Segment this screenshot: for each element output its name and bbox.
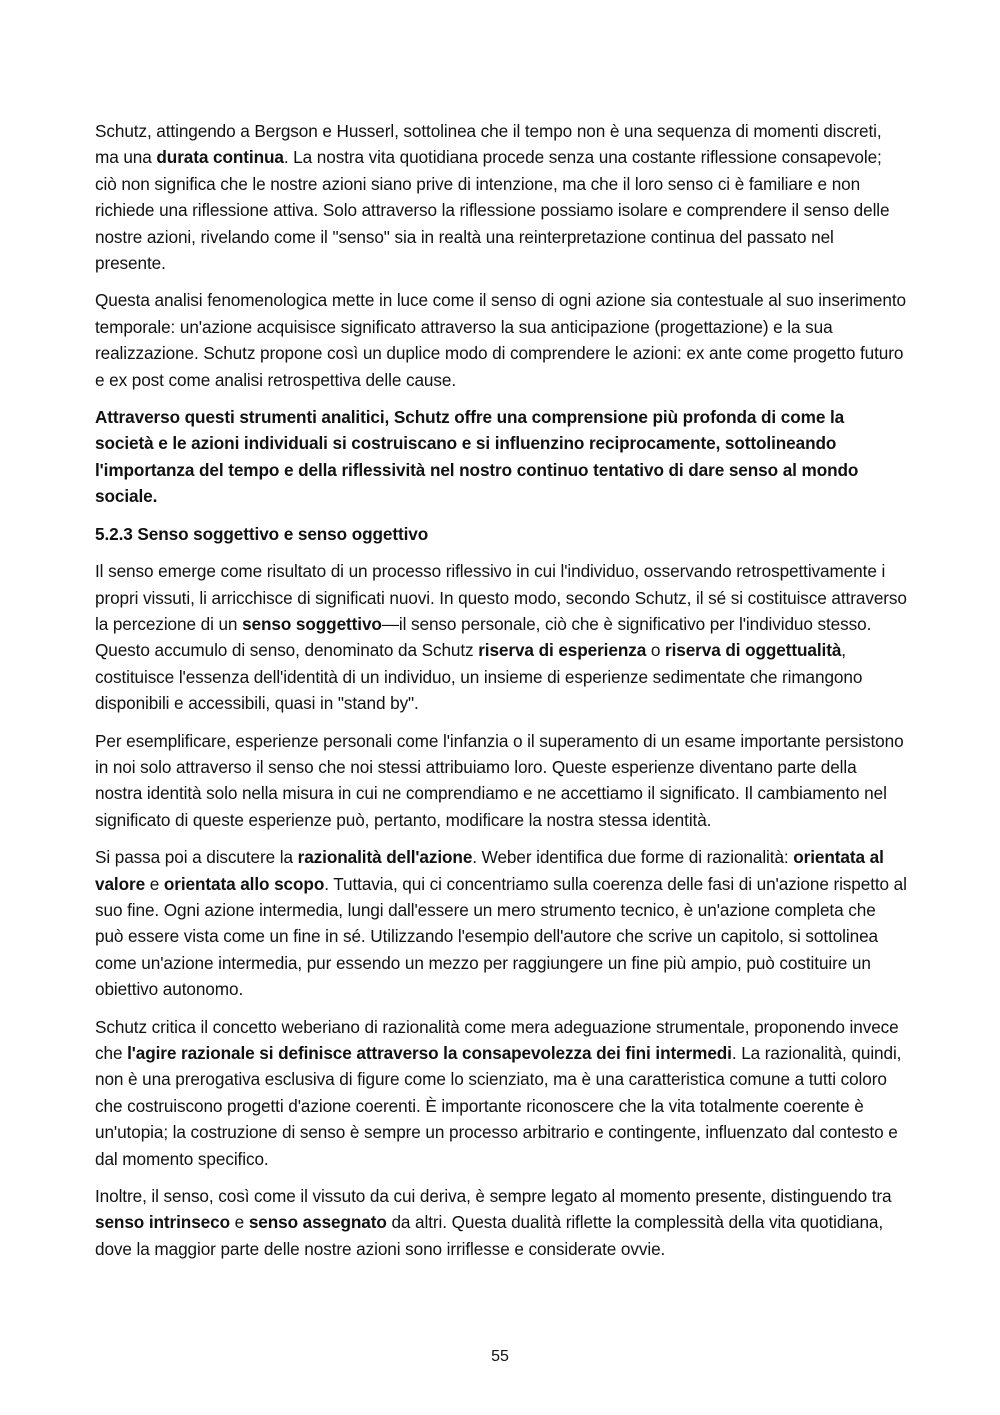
paragraph-weber-critique: Schutz critica il concetto weberiano di razionalità come mera adeguazione strumentale, proponendo invece che l'agire razionale si definisce attraverso la consapevolezza dei fini intermedi. La razionalità, quindi, non è una prerogativa esclusiva di figure come lo scienziato, ma è una caratteristica comune a tutti coloro che costruiscono progetti d'azione coerenti. È importante riconoscere che la vita totalmente coerente è un'utopia; la costruzione di senso è sempre un processo arbitrario e contingente, influenzato dal contesto e dal momento specifico. — [95, 1016, 902, 1169]
paragraph-phenomenological-analysis: Questa analisi fenomenologica mette in luce come il senso di ogni azione sia contestuale al suo inserimento temporale: un'azione acquisisce significato attraverso la sua anticipazione (progettazione) e la sua realizzazione. Schutz propone così un duplice modo di comprendere le azioni: ex ante come progetto futuro e ex post come analisi retrospettiva delle cause. — [95, 290, 906, 390]
bold-term-orientata-valore: orientata al valore — [95, 847, 884, 894]
bold-term-senso-soggettivo: senso soggettivo — [242, 613, 382, 634]
bold-term-riserva-oggettualita: riserva di oggettualità — [664, 640, 842, 661]
paragraph-intrinsic-assigned-sense: Inoltre, il senso, così come il vissuto da cui deriva, è sempre legato al momento presente, distinguendo tra senso intrinseco e senso assegnato da altri. Questa dualità riflette la complessità della vita quotidiana, dove la maggior parte delle nostre azioni sono irriflesse e considerate ovvie. — [95, 1186, 892, 1259]
paragraph-personal-experiences: Per esemplificare, esperienze personali come l'infanzia o il superamento di un esame importante persistono in noi solo attraverso il senso che noi stessi attribuiamo loro. Queste esperienze diventano parte della nostra identità solo nella misura in cui ne comprendiamo e ne accettiamo il significato. Il cambiamento nel significato di queste esperienze può, pertanto, modificare la nostra stessa identità. — [95, 730, 904, 830]
bold-term-senso-assegnato: senso assegnato — [248, 1212, 387, 1233]
page-number: 55 — [491, 1348, 509, 1365]
paragraph-rationality-action: Si passa poi a discutere la razionalità dell'azione. Weber identifica due forme di razionalità: orientata al valore e orientata allo scopo. Tuttavia, qui ci concentriamo sulla coerenza delle fasi di un'azione rispetto al suo fine. Ogni azione intermedia, lungi dall'essere un mero strumento tecnico, è un'azione completa che può essere vista come un fine in sé. Utilizzando l'esempio dell'autore che scrive un capitolo, si sottolinea come un'azione intermedia, pur essendo un mezzo per raggiungere un fine più ampio, può costituire un obiettivo autonomo. — [95, 847, 907, 1000]
bold-term-razionalita-azione: razionalità dell'azione — [297, 847, 473, 868]
document-body — [95, 118, 907, 1273]
bold-term-agire-razionale: l'agire razionale si definisce attraverso la consapevolezza dei fini intermedi — [127, 1043, 732, 1063]
bold-term-orientata-scopo: orientata allo scopo — [163, 873, 325, 894]
paragraph-time-duration: Schutz, attingendo a Bergson e Husserl, sottolinea che il tempo non è una sequenza di momenti discreti, ma una durata continua. La nostra vita quotidiana procede senza una costante riflessione consapevole; ciò non significa che le nostre azioni siano prive di intenzione, ma che il loro senso ci è familiare e non richiede una riflessione attiva. Solo attraverso la riflessione possiamo isolare e comprendere il senso delle nostre azioni, rivelando come il "senso" sia in realtà una reinterpretazione continua del passato nel presente. — [95, 121, 890, 274]
section-heading: 5.2.3 Senso soggettivo e senso oggettivo — [95, 523, 429, 544]
bold-term-senso-intrinseco: senso intrinseco — [95, 1212, 230, 1233]
paragraph-summary-bold: Attraverso questi strumenti analitici, Schutz offre una comprensione più profonda di come la società e le azioni individuali si costruiscano e si influenzino reciprocamente, sottolineando l'importanza del tempo e della riflessività nel nostro continuo tentativo di dare senso al mondo sociale. — [95, 407, 859, 507]
bold-term-durata-continua: durata continua — [156, 147, 284, 168]
bold-term-riserva-esperienza: riserva di esperienza — [478, 640, 647, 661]
paragraph-subjective-sense: Il senso emerge come risultato di un processo riflessivo in cui l'individuo, osservando retrospettivamente i propri vissuti, li arricchisce di significati nuovi. In questo modo, secondo Schutz, il sé si costituisce attraverso la percezione di un senso soggettivo—il senso personale, ciò che è significativo per l'individuo stesso. Questo accumulo di senso, denominato da Schutz riserva di esperienza o riserva di oggettualità, costituisce l'essenza dell'identità di un individuo, un insieme di esperienze sedimentate che rimangono disponibili e accessibili, quasi in "stand by". — [95, 561, 907, 714]
